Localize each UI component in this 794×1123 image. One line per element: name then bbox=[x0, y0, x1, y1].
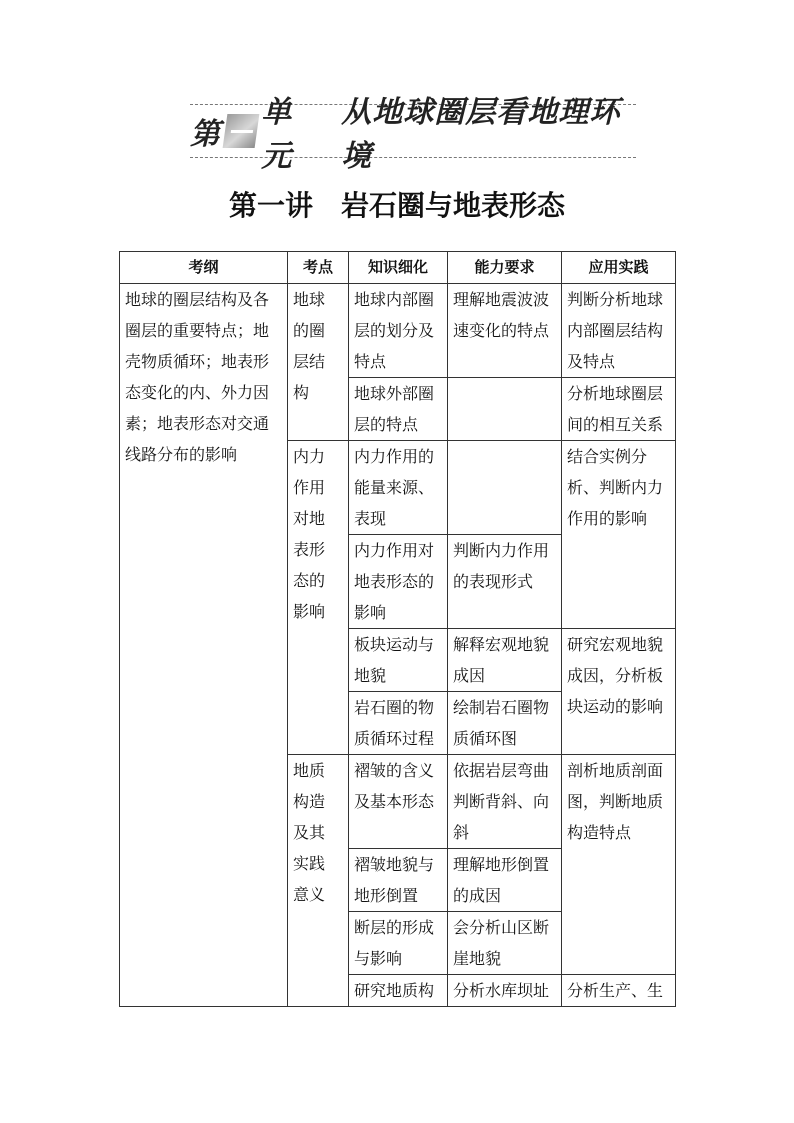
header-ability: 能力要求 bbox=[448, 252, 562, 284]
detail-cell: 内力作用的能量来源、表现 bbox=[349, 441, 448, 535]
ability-cell: 理解地形倒置的成因 bbox=[448, 849, 562, 912]
header-detail: 知识细化 bbox=[349, 252, 448, 284]
detail-cell: 岩石圈的物质循环过程 bbox=[349, 692, 448, 755]
detail-cell: 褶皱地貌与地形倒置 bbox=[349, 849, 448, 912]
unit-number-graphic bbox=[223, 114, 260, 148]
header-syllabus: 考纲 bbox=[120, 252, 288, 284]
table-header-row bbox=[120, 252, 676, 284]
syllabus-table bbox=[119, 251, 676, 1007]
ability-cell: 判断内力作用的表现形式 bbox=[448, 535, 562, 629]
ability-cell: 解释宏观地貌成因 bbox=[448, 629, 562, 692]
point-text: 内力作用对地表形态的影响 bbox=[293, 447, 326, 621]
unit-suffix: 单元 bbox=[261, 95, 293, 174]
practice-cell: 分析地球圈层间的相互关系 bbox=[562, 378, 676, 441]
detail-cell: 地球外部圈层的特点 bbox=[349, 378, 448, 441]
lecture-title: 第一讲 岩石圈与地表形态 bbox=[228, 189, 565, 222]
point-text: 地球的圈层结构 bbox=[293, 290, 326, 402]
detail-cell: 地球内部圈层的划分及特点 bbox=[349, 284, 448, 378]
syllabus-cell: 地球的圈层结构及各圈层的重要特点；地壳物质循环；地表形态变化的内、外力因素；地表形态对交通线路分布的影响 bbox=[120, 284, 288, 1007]
ability-cell: 依据岩层弯曲判断背斜、向斜 bbox=[448, 755, 562, 849]
point-cell bbox=[288, 755, 349, 1007]
detail-cell: 断层的形成与影响 bbox=[349, 912, 448, 975]
ability-cell bbox=[448, 441, 562, 535]
practice-cell: 分析生产、生 bbox=[562, 975, 676, 1007]
unit-title: 从地球圈层看地理环境 bbox=[341, 95, 621, 174]
ability-cell: 会分析山区断崖地貌 bbox=[448, 912, 562, 975]
unit-prefix: 第 bbox=[190, 117, 221, 152]
ability-cell: 理解地震波波速变化的特点 bbox=[448, 284, 562, 378]
point-cell bbox=[288, 284, 349, 441]
ability-cell: 分析水库坝址 bbox=[448, 975, 562, 1007]
practice-cell: 判断分析地球内部圈层结构及特点 bbox=[562, 284, 676, 378]
unit-banner bbox=[190, 95, 636, 174]
practice-cell: 研究宏观地貌成因，分析板块运动的影响 bbox=[562, 629, 676, 755]
ability-cell bbox=[448, 378, 562, 441]
point-cell bbox=[288, 441, 349, 755]
detail-cell: 褶皱的含义及基本形态 bbox=[349, 755, 448, 849]
header-point: 考点 bbox=[288, 252, 349, 284]
detail-cell: 内力作用对地表形态的影响 bbox=[349, 535, 448, 629]
table-row bbox=[120, 284, 676, 378]
detail-cell: 板块运动与地貌 bbox=[349, 629, 448, 692]
ability-cell: 绘制岩石圈物质循环图 bbox=[448, 692, 562, 755]
practice-cell: 结合实例分析、判断内力作用的影响 bbox=[562, 441, 676, 629]
point-text: 地质构造及其实践意义 bbox=[293, 761, 326, 904]
header-practice: 应用实践 bbox=[562, 252, 676, 284]
detail-cell: 研究地质构 bbox=[349, 975, 448, 1007]
practice-cell: 剖析地质剖面图，判断地质构造特点 bbox=[562, 755, 676, 975]
